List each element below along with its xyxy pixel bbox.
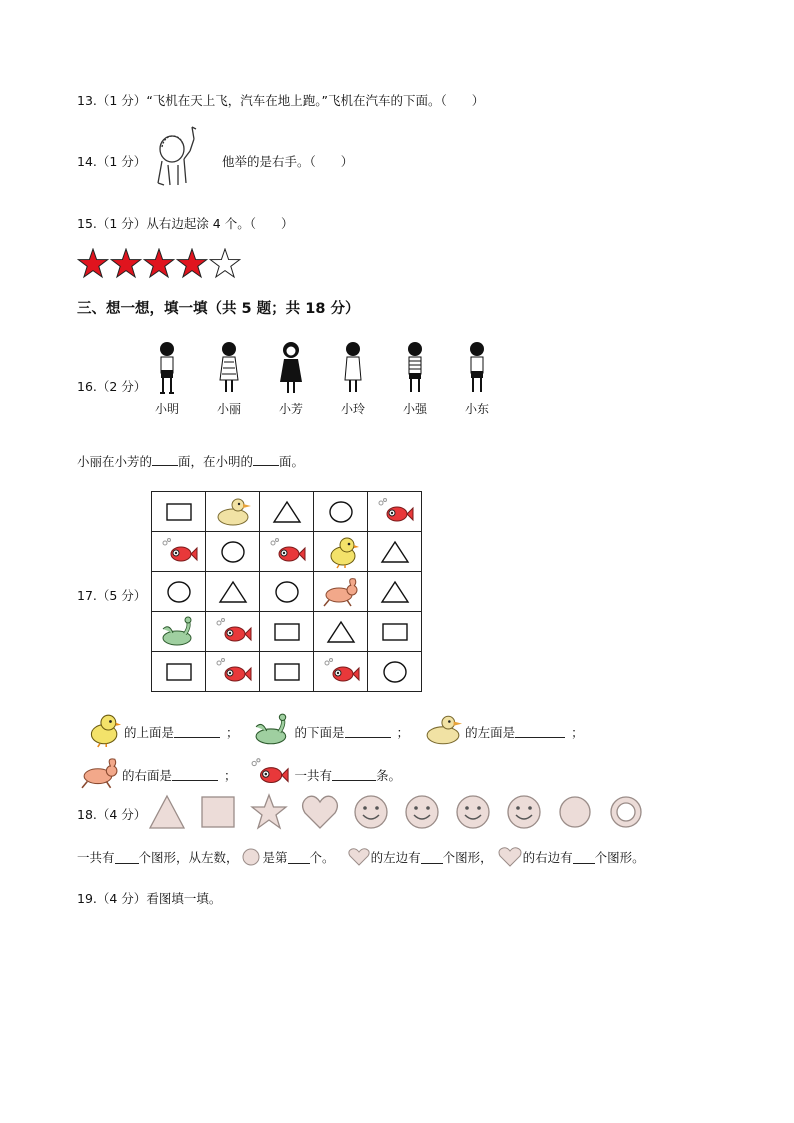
heart-icon bbox=[300, 792, 340, 835]
triangle-icon bbox=[368, 532, 422, 572]
fish-icon bbox=[260, 532, 314, 572]
answer-blank[interactable] bbox=[152, 453, 178, 466]
rect-icon bbox=[152, 652, 206, 692]
rect-icon bbox=[152, 492, 206, 532]
circle-icon bbox=[314, 492, 368, 532]
q14-number: 14.（1 分） bbox=[77, 154, 147, 169]
kid-figure bbox=[393, 340, 437, 417]
kid-name: 小丽 bbox=[216, 402, 241, 416]
fish-icon bbox=[368, 492, 422, 532]
q18-number: 18.（4 分） bbox=[77, 807, 147, 822]
q18-text: 的右边有 bbox=[522, 850, 573, 865]
star-icon[interactable] bbox=[111, 249, 140, 277]
star-icon[interactable] bbox=[144, 249, 173, 277]
smiley-icon bbox=[504, 792, 544, 835]
answer-blank[interactable] bbox=[115, 851, 139, 864]
chick-icon bbox=[314, 532, 368, 572]
kid-name: 小明 bbox=[154, 402, 179, 416]
grid-row bbox=[152, 652, 422, 692]
q17-text: ； bbox=[224, 767, 237, 783]
q18-text: 的左边有 bbox=[370, 850, 421, 865]
triangle-icon bbox=[147, 792, 187, 835]
star-icon bbox=[249, 792, 289, 835]
shape-grid bbox=[151, 491, 422, 692]
rect-icon bbox=[260, 612, 314, 652]
q17-text: ； bbox=[396, 724, 410, 740]
section-title: 三、想一想，填一填（共 5 题；共 18 分） bbox=[77, 301, 360, 317]
heart-icon bbox=[497, 846, 523, 868]
q18-fill-line bbox=[77, 846, 645, 868]
q14-text: 他举的是右手。（ ） bbox=[222, 154, 354, 169]
rect-icon bbox=[368, 612, 422, 652]
grid-row bbox=[152, 612, 422, 652]
chick-icon bbox=[80, 712, 124, 751]
heart-icon bbox=[347, 847, 371, 867]
q18-text: 个图形， bbox=[442, 850, 493, 865]
q19-number: 19.（4 分） bbox=[77, 891, 147, 906]
q16-text-1: 小丽在小芳的 bbox=[77, 454, 153, 469]
q17-text: 条。 bbox=[376, 767, 402, 783]
grid-row bbox=[152, 492, 422, 532]
kids-row bbox=[145, 340, 499, 417]
fish-icon bbox=[314, 652, 368, 692]
rabbit-icon bbox=[314, 572, 368, 612]
circle-icon bbox=[152, 572, 206, 612]
kid-figure bbox=[145, 340, 189, 417]
kid-figure bbox=[269, 340, 313, 417]
smiley-icon bbox=[351, 792, 391, 835]
q17-line-1 bbox=[80, 712, 584, 751]
q17-text: 的下面是 bbox=[294, 724, 345, 740]
answer-blank[interactable] bbox=[573, 851, 595, 864]
grid-row bbox=[152, 572, 422, 612]
q16-fill-line bbox=[77, 452, 304, 470]
q15-number: 15.（1 分） bbox=[77, 216, 147, 231]
q18-text: 个。 bbox=[309, 850, 335, 865]
q17-text: ； bbox=[226, 724, 239, 740]
circle-icon bbox=[555, 792, 595, 835]
star-icon[interactable] bbox=[177, 249, 206, 277]
smiley-icon bbox=[453, 792, 493, 835]
answer-blank[interactable] bbox=[345, 725, 391, 738]
fish-icon bbox=[247, 755, 291, 794]
q16-number: 16.（2 分） bbox=[77, 379, 147, 394]
q13 bbox=[77, 91, 484, 109]
rect-icon bbox=[260, 652, 314, 692]
kid-figure bbox=[331, 340, 375, 417]
fish-icon bbox=[206, 652, 260, 692]
answer-blank[interactable] bbox=[515, 725, 565, 738]
circle-icon bbox=[241, 847, 261, 867]
answer-blank[interactable] bbox=[288, 851, 310, 864]
q17-text: 的右面是 bbox=[122, 767, 173, 783]
goose-icon bbox=[251, 712, 295, 751]
q18-text: 是第 bbox=[262, 850, 288, 865]
answer-blank[interactable] bbox=[253, 453, 279, 466]
q18-text: 一共有 bbox=[77, 850, 115, 865]
kid-name: 小东 bbox=[464, 402, 489, 416]
star-outline-icon[interactable] bbox=[210, 249, 239, 277]
shape-row bbox=[147, 792, 646, 835]
q15 bbox=[77, 214, 293, 232]
duck-icon bbox=[206, 492, 260, 532]
kid-name: 小玲 bbox=[340, 402, 365, 416]
child-raising-hand-image bbox=[150, 125, 202, 192]
q13-number: 13.（1 分） bbox=[77, 93, 147, 108]
q17-text: 的上面是 bbox=[124, 724, 175, 740]
q18-text: 个图形。 bbox=[594, 850, 645, 865]
fish-icon bbox=[152, 532, 206, 572]
q18-text: 个图形，从左数， bbox=[138, 850, 239, 865]
answer-blank[interactable] bbox=[421, 851, 443, 864]
star-row bbox=[77, 248, 241, 283]
rabbit-icon bbox=[78, 755, 122, 794]
q19 bbox=[77, 889, 221, 907]
q16-text-2: 面，在小明的 bbox=[178, 454, 254, 469]
q17-number: 17.（5 分） bbox=[77, 588, 147, 603]
q17-text: 一共有 bbox=[294, 767, 333, 783]
q19-text: 看图填一填。 bbox=[146, 891, 222, 906]
square-icon bbox=[198, 792, 238, 835]
answer-blank[interactable] bbox=[172, 768, 218, 781]
kid-name: 小强 bbox=[402, 402, 427, 416]
fish-icon bbox=[206, 612, 260, 652]
kid-name: 小芳 bbox=[278, 402, 303, 416]
smiley-icon bbox=[402, 792, 442, 835]
q13-text: “飞机在天上飞，汽车在地上跑。”飞机在汽车的下面。（ ） bbox=[146, 93, 485, 108]
duck-icon bbox=[421, 712, 465, 751]
q17-text: ； bbox=[571, 724, 584, 740]
circle-icon bbox=[206, 532, 260, 572]
answer-blank[interactable] bbox=[174, 725, 220, 738]
grid-row bbox=[152, 532, 422, 572]
q15-text: 从右边起涂 4 个。（ ） bbox=[146, 216, 294, 231]
triangle-icon bbox=[368, 572, 422, 612]
triangle-icon bbox=[314, 612, 368, 652]
q16-text-3: 面。 bbox=[279, 454, 305, 469]
answer-blank[interactable] bbox=[332, 768, 376, 781]
triangle-icon bbox=[206, 572, 260, 612]
goose-icon bbox=[152, 612, 206, 652]
kid-figure bbox=[207, 340, 251, 417]
triangle-icon bbox=[260, 492, 314, 532]
ring-icon bbox=[606, 792, 646, 835]
q17-line-2 bbox=[78, 755, 401, 794]
kid-figure bbox=[455, 340, 499, 417]
circle-icon bbox=[368, 652, 422, 692]
star-icon[interactable] bbox=[78, 249, 107, 277]
q17-text: 的左面是 bbox=[465, 724, 516, 740]
circle-icon bbox=[260, 572, 314, 612]
